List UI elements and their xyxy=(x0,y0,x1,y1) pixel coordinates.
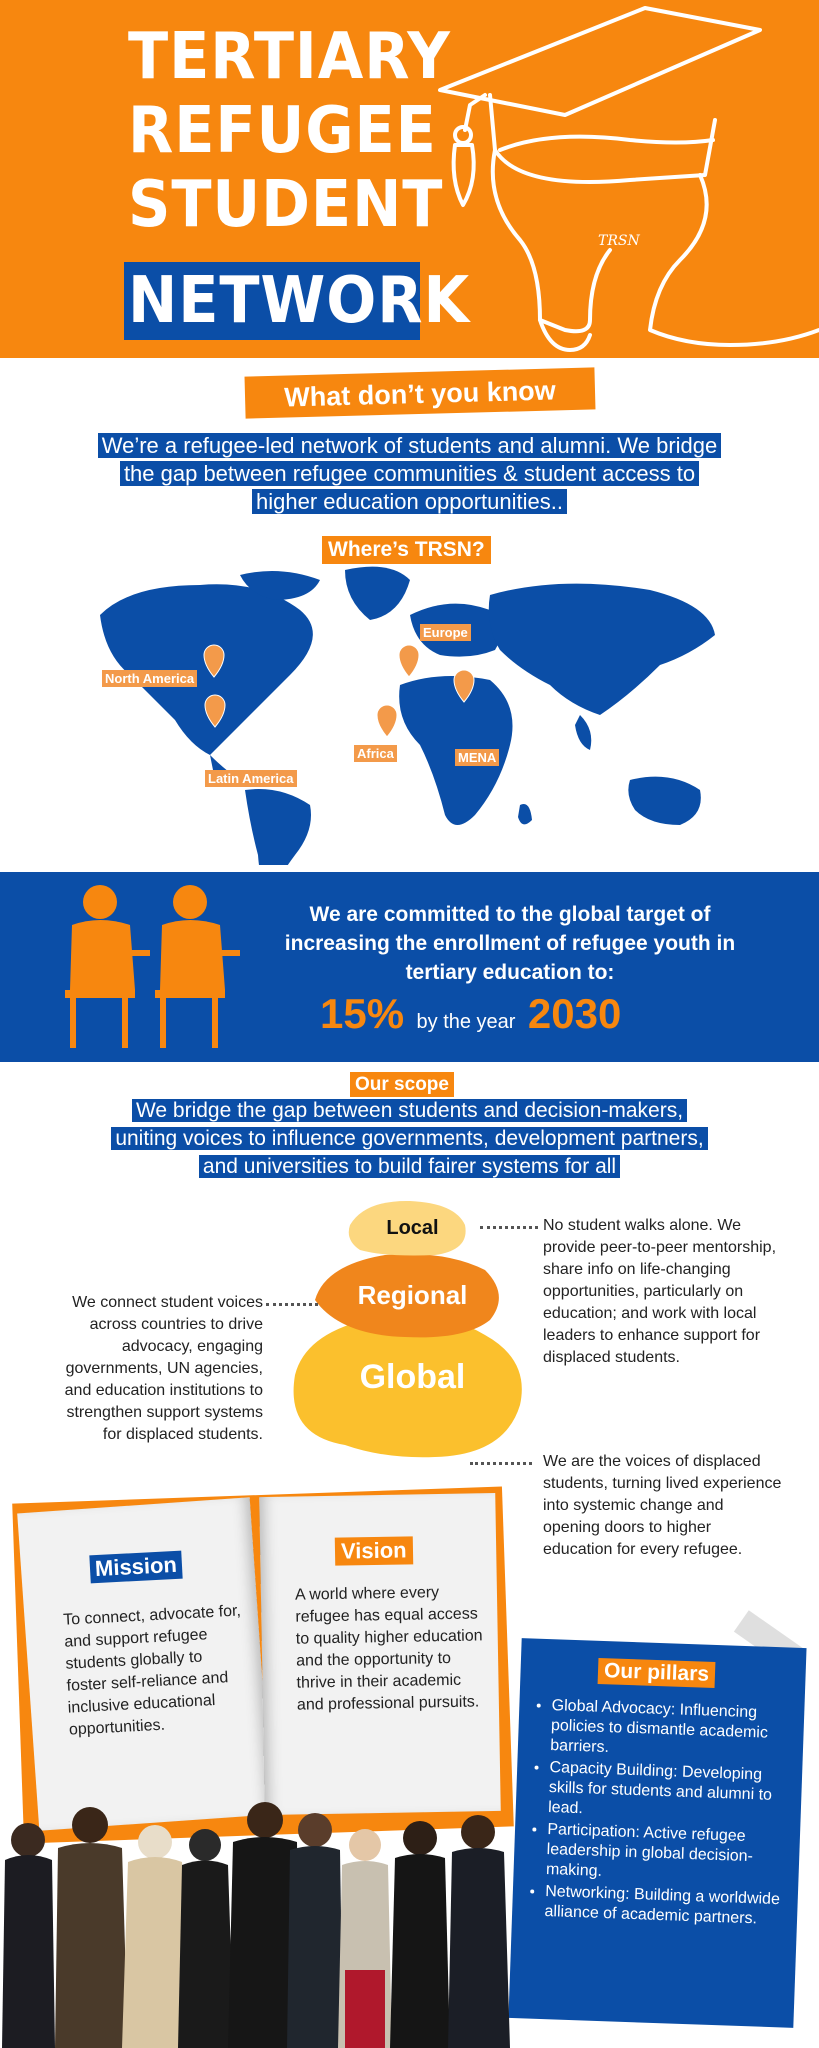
scope-line-3: and universities to build fairer systems for all xyxy=(199,1155,620,1178)
commitment-line-1: We are committed to the global target of xyxy=(309,903,711,926)
pillar-item: • Participation: Active refugee leadership in global decision-making. xyxy=(546,1820,795,1889)
person-9 xyxy=(448,1815,510,2048)
pin-europe-icon xyxy=(399,645,419,677)
local-description: No student walks alone. We provide peer-to-peer mentorship, share info on life-changing opportunities, particularly on education; and work with local leaders to enhance support for displaced students. xyxy=(543,1217,777,1366)
scope-line-1: We bridge the gap between students and decision-makers, xyxy=(132,1099,687,1122)
target-year: 2030 xyxy=(527,990,622,1037)
target-by-year-text: by the year xyxy=(416,1011,516,1033)
person-7 xyxy=(338,1829,392,2048)
local-connector xyxy=(480,1226,538,1229)
students-at-desk-icon xyxy=(60,880,250,1055)
pillars-list xyxy=(526,1695,799,1932)
map-label-europe: Europe xyxy=(420,624,471,641)
intro-line-1: We’re a refugee-led network of students and alumni. We bridge xyxy=(98,433,722,458)
intro-line-2: the gap between refugee communities & student access to xyxy=(120,461,699,486)
person-2 xyxy=(55,1807,128,2048)
title-line-3: STUDENT xyxy=(128,168,444,242)
map-label-north-america: North America xyxy=(102,670,197,687)
intro-text xyxy=(0,432,819,516)
graduation-cap-bulb-icon xyxy=(430,0,819,358)
vision-text: A world where every refugee has equal access to quality higher education and the opportunity to thrive in their academic and professional pursuits. xyxy=(294,1584,483,1714)
scope-text xyxy=(0,1097,819,1181)
pillars-heading: Our pillars xyxy=(598,1658,716,1688)
target-row xyxy=(320,990,700,1040)
commitment-text xyxy=(240,900,780,987)
person-1 xyxy=(2,1823,55,2048)
cap-logo-text: TRSN xyxy=(598,233,640,249)
pin-africa-icon xyxy=(377,705,397,737)
pillar-item: • Global Advocacy: Influencing policies to dismantle academic barriers. xyxy=(550,1696,799,1765)
regional-connector xyxy=(266,1303,318,1306)
map-label-mena: MENA xyxy=(455,749,499,766)
mission-heading: Mission xyxy=(89,1551,182,1584)
person-4 xyxy=(178,1829,234,2048)
target-percent: 15% xyxy=(320,990,405,1037)
team-photo xyxy=(0,1800,525,2048)
title-line-1: TERTIARY xyxy=(128,20,451,94)
global-description: We are the voices of displaced students, turning lived experience into systemic change and opening doors to higher education for every refugee. xyxy=(543,1453,782,1558)
person-8 xyxy=(390,1821,450,2048)
pillar-item: • Capacity Building: Developing skills for students and alumni to lead. xyxy=(548,1758,797,1827)
vision-heading: Vision xyxy=(335,1536,413,1565)
map-label-latin-america: Latin America xyxy=(205,770,297,787)
regional-label: Regional xyxy=(357,1280,468,1310)
commitment-line-2: increasing the enrollment of refugee youth in xyxy=(284,932,736,955)
map-label-africa: Africa xyxy=(354,745,397,762)
world-map xyxy=(90,555,730,865)
commitment-line-3: tertiary education to: xyxy=(405,961,615,984)
scope-heading: Our scope xyxy=(350,1072,454,1097)
global-label: Global xyxy=(359,1358,466,1396)
local-label: Local xyxy=(386,1217,439,1239)
scope-line-2: uniting voices to influence governments, development partners, xyxy=(111,1127,707,1150)
intro-line-3: higher education opportunities.. xyxy=(252,489,567,514)
global-connector xyxy=(470,1462,532,1465)
map-heading: Where’s TRSN? xyxy=(322,536,491,564)
title-line-4: NETWORK xyxy=(128,264,471,338)
mission-text: To connect, advocate for, and support refugee students globally to foster self-reliance and inclusive educational opportunities. xyxy=(62,1602,242,1739)
intro-heading: What don’t you know xyxy=(283,375,557,413)
regional-description: We connect student voices across countries to drive advocacy, engaging governments, UN agencies, and education institutions to strengthen support systems for displaced students. xyxy=(64,1294,263,1443)
title-line-2: REFUGEE xyxy=(128,94,437,168)
pillar-item: • Networking: Building a worldwide alliance of academic partners. xyxy=(544,1882,792,1931)
